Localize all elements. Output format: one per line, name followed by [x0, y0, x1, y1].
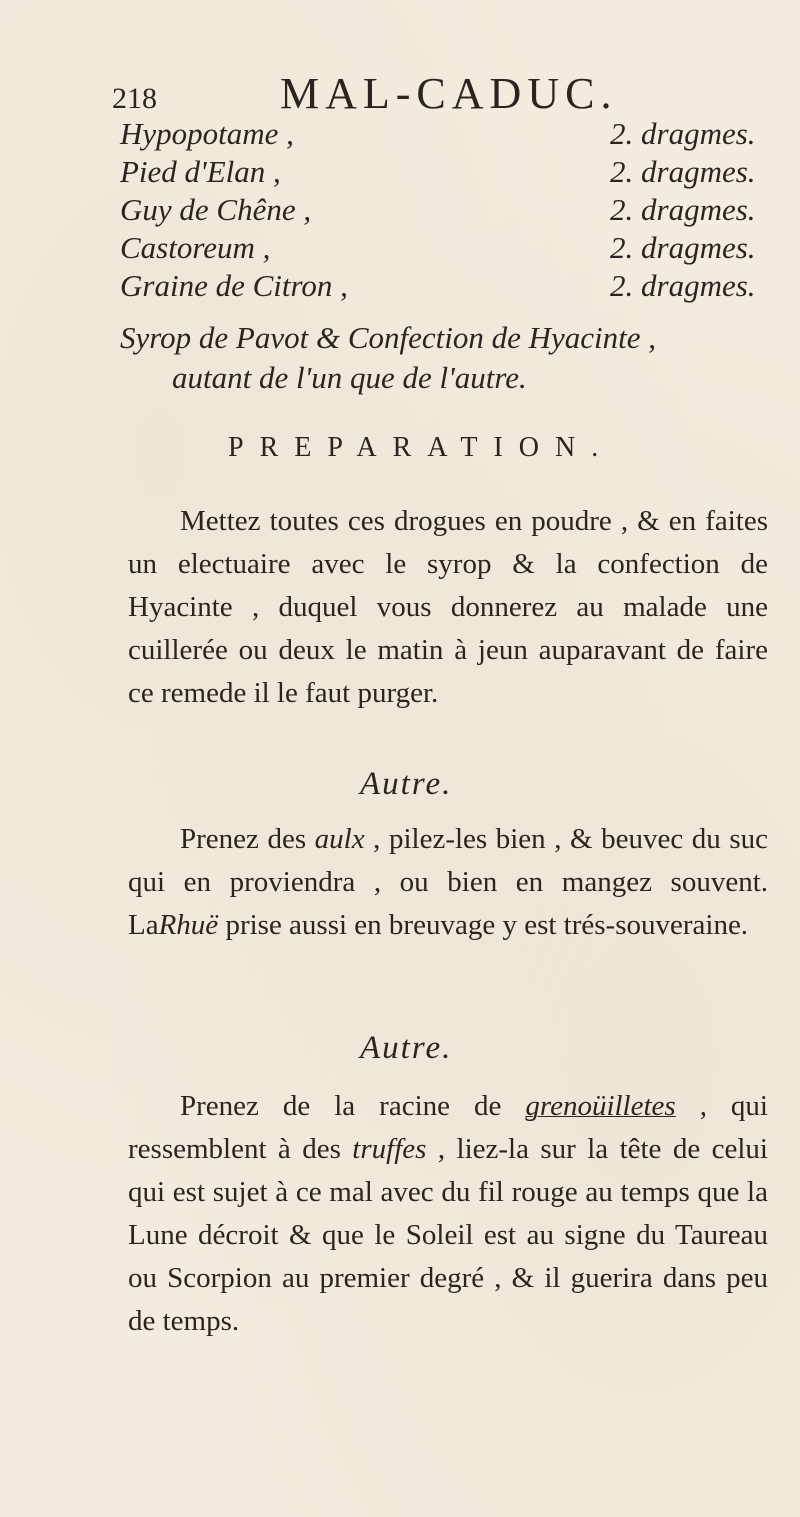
ingredient-row — [120, 116, 780, 154]
section-heading-preparation: PREPARATION. — [228, 432, 615, 463]
preparation-paragraph: Mettez toutes ces drogues en poudre , & en faites un electuaire avec le syrop & la confection de Hyacinte , duquel vous donnerez au malade une cuillerée ou deux le matin à jeun auparavant de faire ce remede il le faut purger. — [128, 505, 768, 709]
ingredient-list — [120, 116, 780, 306]
ingredient-row — [120, 154, 780, 192]
page-number: 218 — [112, 82, 157, 115]
page-header — [112, 68, 772, 118]
running-title: MAL-CADUC. — [280, 69, 618, 118]
remedy-paragraph-grenouilletes — [128, 1085, 768, 1343]
ingredient-name: Castoreum , — [120, 230, 271, 265]
text-run: , pilez-les bien , & beuvec du suc qui en proviendra , ou bien en mangez souvent. La — [128, 823, 768, 941]
ingredient-row — [120, 268, 780, 306]
ingredient-dose: 2. dragmes. — [610, 154, 756, 189]
ingredient-name: Pied d'Elan , — [120, 154, 281, 189]
text-run: , qui ressemblent à des — [128, 1090, 768, 1165]
ingredient-name: Graine de Citron , — [120, 268, 348, 303]
ingredient-dose: 2. dragmes. — [610, 230, 756, 265]
text-run: Prenez de la racine de — [180, 1090, 526, 1122]
sub-heading-autre-2: Autre. — [360, 1030, 453, 1066]
emphasis-rhue: Rhuë — [158, 909, 219, 941]
emphasis-grenouilletes: grenoüilletes — [525, 1090, 676, 1122]
ingredient-name: Guy de Chêne , — [120, 192, 312, 227]
text-run: Prenez des — [180, 823, 315, 855]
emphasis-aulx: aulx — [314, 823, 365, 855]
ingredient-dose: 2. dragmes. — [610, 116, 756, 151]
ingredient-dose: 2. dragmes. — [610, 192, 756, 227]
sub-heading-autre-1: Autre. — [360, 766, 453, 802]
emphasis-truffes: truffes — [352, 1133, 427, 1165]
ingredient-syrup-line-2: autant de l'un que de l'autre. — [172, 360, 527, 395]
ingredient-syrup-line-1: Syrop de Pavot & Confection de Hyacinte , — [120, 320, 657, 355]
ingredient-syrup-line — [120, 318, 780, 398]
text-run: prise aussi en breuvage y est trés-souveraine. — [218, 909, 749, 941]
ingredient-name: Hypopotame , — [120, 116, 294, 151]
remedy-paragraph-garlic — [128, 818, 768, 947]
text-run: , liez-la sur la tête de celui qui est sujet à ce mal avec du fil rouge au temps que la Lune décroit & que le Soleil est au signe du Taureau ou Scorpion au premier degré , & il guerira dans peu de temps. — [128, 1133, 768, 1337]
ingredient-dose: 2. dragmes. — [610, 268, 756, 303]
ingredient-row — [120, 192, 780, 230]
ingredient-row — [120, 230, 780, 268]
